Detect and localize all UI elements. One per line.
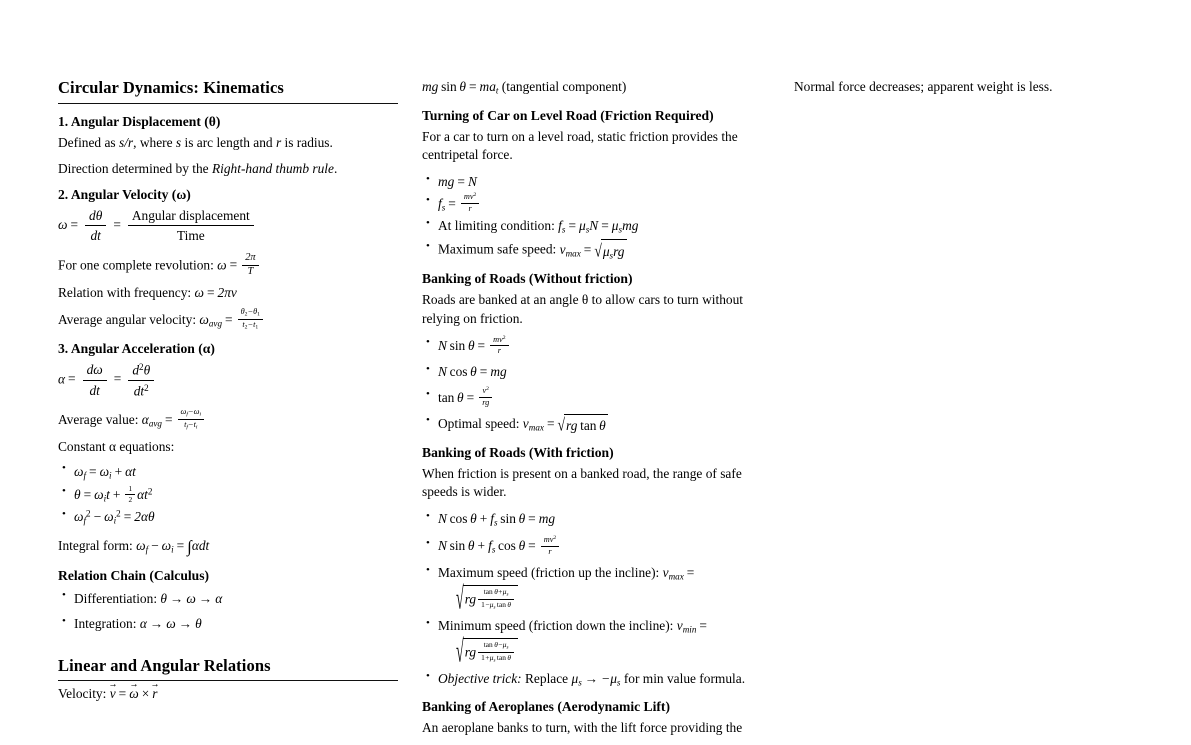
math-tan-theta: tan θ = $\frac{v^2}{rg}$ <box>438 390 494 405</box>
list-item-label: Optimal speed: <box>438 416 523 432</box>
list-item <box>422 172 762 191</box>
list-item <box>422 387 762 407</box>
objective-trick-emphasis: Objective trick: <box>438 671 522 687</box>
math-N-sin-plus-fs-cos: N $\sin \theta + f_s$ cos θ = $\frac{mv^2}{r}$ <box>438 538 561 553</box>
text-fragment: Defined as <box>58 134 119 150</box>
average-angular-velocity-line: Average angular velocity: $\omega_{avg}$ = $\frac{\theta_2-\theta_1}{t_2-t_1}$ <box>58 308 398 332</box>
list-item-label: Minimum speed (friction down the incline): <box>438 618 677 634</box>
list-item <box>422 563 762 617</box>
text-fragment: is arc length and <box>181 134 276 150</box>
fraction-tan-plus-mu: $\frac{\tan \theta+\mu_s}{1-\mu_s \tan \theta}$ <box>478 588 514 610</box>
fraction-numerator: dω <box>83 362 107 380</box>
math-alpha-avg: $\alpha_{avg}$ <box>141 411 162 429</box>
list-item-label: Maximum safe speed: <box>438 241 560 257</box>
normal-force-note: Normal force decreases; apparent weight is less. <box>794 79 1053 94</box>
text-fragment: For one complete revolution: <box>58 257 218 273</box>
math-fs-equals-mv2-over-r: $f_s$ = $\frac{mv^2}{r}$ <box>438 196 481 211</box>
fraction-denominator: Time <box>176 228 205 244</box>
integral-form-line <box>58 536 398 559</box>
constant-alpha-equations-label: Constant α equations: <box>58 438 175 454</box>
math-alpha: α <box>58 371 66 387</box>
turning-of-car-body: For a car to turn on a level road, static friction provides the centripetal force. <box>422 128 738 162</box>
list-item <box>422 239 762 262</box>
math-vmax-label: $v_{max}$ = <box>662 565 695 582</box>
fraction-angular-displacement-over-time <box>128 208 254 244</box>
math-differentiation-chain: θ → ω → α <box>160 590 223 606</box>
fraction-dtheta-dt <box>85 208 106 244</box>
fraction-denominator: T <box>247 265 254 277</box>
text-fragment: for min value formula. <box>620 671 746 687</box>
velocity-relation-line <box>58 685 398 703</box>
square-root: $√\mu_srg$ <box>594 239 626 262</box>
fraction-delta-omega-over-delta-t <box>178 408 204 432</box>
average-angular-acceleration-line: Average value: $\alpha_{avg}$ = $\frac{\omega_f-\omega_i}{t_f-t_i}$ <box>58 408 398 432</box>
banking-with-friction-list <box>422 509 762 690</box>
fraction-denominator: dt <box>89 382 100 398</box>
list-item <box>58 485 398 506</box>
list-item <box>58 589 398 608</box>
text-fragment: Integral form: <box>58 538 137 554</box>
list-item <box>422 216 762 237</box>
list-item <box>422 669 762 690</box>
banking-without-friction-list <box>422 336 762 437</box>
math-limiting-friction: $f_s = \mu_sN = \mu_smg$ <box>558 218 639 235</box>
list-item-label: Integration: <box>74 616 140 632</box>
equation-vmin-down-incline <box>438 633 762 670</box>
text-fragment: Velocity: <box>58 686 110 702</box>
math-s-over-r: s/r <box>118 134 134 150</box>
list-item <box>422 509 762 530</box>
subheading-angular-velocity: 2. Angular Velocity (ω) <box>58 186 191 202</box>
fraction-denominator: $dt^2$ <box>133 382 149 399</box>
subheading-turning-of-car: Turning of Car on Level Road (Friction Required) <box>422 107 714 123</box>
constant-alpha-equations-list <box>58 462 398 528</box>
list-item-label: Differentiation: <box>74 590 161 606</box>
fraction-one-half: $\frac{1}{2}$ <box>125 485 135 503</box>
fraction-numerator: $\omega_f-\omega_i$ <box>178 408 204 421</box>
relation-with-frequency-line <box>58 284 398 302</box>
fraction-tan-minus-mu: $\frac{\tan \theta-\mu_s}{1+\mu_s \tan \theta}$ <box>478 641 514 663</box>
list-item <box>58 462 398 483</box>
math-N-cos-theta: N cos θ = mg <box>438 364 507 380</box>
math-vmax-level-road: $v_{max} = √\mu_srg$ <box>560 242 627 257</box>
subheading-banking-with-friction: Banking of Roads (With friction) <box>422 445 614 461</box>
right-hand-thumb-rule-emphasis: Right-hand thumb rule <box>211 160 334 176</box>
math-optimal-speed: $v_{max} = √rg$ tan θ <box>522 415 606 435</box>
fraction-mv2-over-r: $\frac{mv^2}{r}$ <box>490 336 509 356</box>
math-omega: ω <box>58 216 68 232</box>
one-complete-revolution-line: For one complete revolution: ω = $\frac{2\pi}{T}$ <box>58 253 398 278</box>
math-r: r <box>275 134 282 150</box>
left-column <box>58 78 398 709</box>
text-fragment: Replace <box>521 671 572 687</box>
turning-of-car-list <box>422 172 762 262</box>
subscript-avg: avg <box>208 318 223 329</box>
banking-with-friction-body: When friction is present on a banked road, the range of safe speeds is wider. <box>422 466 742 500</box>
text-fragment: is radius. <box>281 134 333 150</box>
fraction-denominator: $t_f-t_i$ <box>184 420 198 431</box>
square-root: √rg $\frac{\tan \theta+\mu_s}{1-\mu_s \tan \theta}$ <box>456 585 518 610</box>
fraction-mv2-over-r: $\frac{mv^2}{r}$ <box>541 536 560 556</box>
math-mg-equals-N: mg = N <box>438 174 477 190</box>
math-s: s <box>175 134 182 150</box>
math-N-cos-plus-fs-sin: N $\cos \theta + f_s$ sin θ = mg <box>438 511 556 528</box>
math-theta-equals: $\theta = \omega_it$ + $\frac{1}{2}$ $\alpha t^2$ <box>74 483 153 504</box>
text-fragment: Average value: <box>58 411 142 427</box>
text-fragment: Relation with frequency: <box>58 284 195 300</box>
fraction-two-pi-over-T <box>242 253 258 278</box>
angular-displacement-definition <box>58 134 398 152</box>
list-item <box>422 616 762 670</box>
list-item <box>422 193 762 214</box>
math-omega-equals-two-pi-nu: ω = 2πν <box>194 284 237 300</box>
subscript-avg: avg <box>148 418 162 429</box>
subheading-relation-chain: Relation Chain (Calculus) <box>58 567 210 583</box>
list-item <box>422 362 762 381</box>
list-item <box>58 614 398 633</box>
fraction-numerator: $\theta_2-\theta_1$ <box>238 308 263 321</box>
math-omega: ω <box>217 257 227 273</box>
math-vmin-label: $v_{min}$ = <box>676 618 707 635</box>
fraction-mv2-over-r: $\frac{mv^2}{r}$ <box>461 193 480 213</box>
math-N-sin-theta: N sin θ = $\frac{mv^2}{r}$ <box>438 338 511 353</box>
equation-note: (tangential component) <box>498 79 627 94</box>
math-omega-f-equals: $\omega_f = \omega_i + \alpha t$ <box>74 463 136 481</box>
fraction-numerator: 2π <box>242 253 258 266</box>
list-item-label: At limiting condition: <box>438 218 559 234</box>
subheading-angular-acceleration: 3. Angular Acceleration (α) <box>58 340 215 356</box>
subheading-angular-displacement: 1. Angular Displacement (θ) <box>58 113 221 129</box>
math-replace-mu: $\mu_s \to -\mu_s$ <box>571 671 621 688</box>
text-fragment: . <box>333 160 338 176</box>
tangential-component-equation <box>422 78 762 97</box>
banking-without-friction-body: Roads are banked at an angle θ to allow cars to turn without relying on friction. <box>422 292 744 326</box>
list-item <box>422 414 762 436</box>
equation-vmax-up-incline <box>438 580 762 617</box>
section-heading-circular-dynamics: Circular Dynamics: Kinematics <box>58 78 398 104</box>
middle-column <box>422 78 762 745</box>
equation-angular-velocity-definition: ω = $\frac{d\theta}{dt}$ = $\frac{\text{Angular displacement}}{\text{Time}}$ <box>58 208 398 244</box>
subheading-banking-without-friction: Banking of Roads (Without friction) <box>422 271 633 287</box>
math-omega-avg: $\omega_{avg}$ <box>199 311 223 329</box>
square-root: √rg tan θ <box>557 415 606 435</box>
list-item <box>422 336 762 356</box>
square-root: √rg $\frac{\tan \theta-\mu_s}{1+\mu_s \tan \theta}$ <box>456 638 518 663</box>
fraction-d2theta-dt2 <box>128 362 154 399</box>
banking-of-aeroplanes-body: An aeroplane banks to turn, with the lift force providing the <box>422 720 743 735</box>
math-mg-sin-theta: mg $\sin \theta = ma_t$ <box>422 79 499 96</box>
three-column-layout <box>0 78 1191 745</box>
fraction-domega-dt <box>83 362 107 398</box>
fraction-numerator: $d^2\theta$ <box>128 362 154 381</box>
fraction-delta-theta-over-delta-t <box>238 308 263 332</box>
subheading-banking-of-aeroplanes: Banking of Aeroplanes (Aerodynamic Lift) <box>422 699 670 715</box>
math-integral-form: $\omega_f - \omega_i = \int\alpha dt$ <box>136 537 210 557</box>
right-column <box>786 78 1166 104</box>
math-integration-chain: α → ω → θ <box>139 616 202 632</box>
fraction-numerator: dθ <box>85 208 106 226</box>
relation-chain-list <box>58 589 398 634</box>
fraction-v2-over-rg: $\frac{v^2}{rg}$ <box>479 387 492 407</box>
text-fragment: Average angular velocity: <box>58 311 200 327</box>
section-heading-linear-angular-relations: Linear and Angular Relations <box>58 656 398 682</box>
list-item <box>422 536 762 557</box>
list-item <box>58 507 398 528</box>
text-fragment: Direction determined by the <box>58 160 212 176</box>
equation-angular-acceleration-definition: α = $\frac{d\omega}{dt}$ = $\frac{d^2\theta}{dt^2}$ <box>58 362 398 399</box>
list-item-label: Maximum speed (friction up the incline): <box>438 565 663 581</box>
angular-displacement-direction <box>58 160 398 178</box>
fraction-numerator: Angular displacement <box>128 208 254 226</box>
text-fragment: , where <box>133 134 176 150</box>
fraction-denominator: dt <box>90 228 101 244</box>
math-omega-squared-relation: $\omega_f^2 - \omega_i^2 = 2\alpha\theta$ <box>74 508 155 526</box>
math-velocity-cross-product: v → = ω → × r → <box>110 686 158 701</box>
fraction-denominator: $t_2-t_1$ <box>242 320 259 331</box>
